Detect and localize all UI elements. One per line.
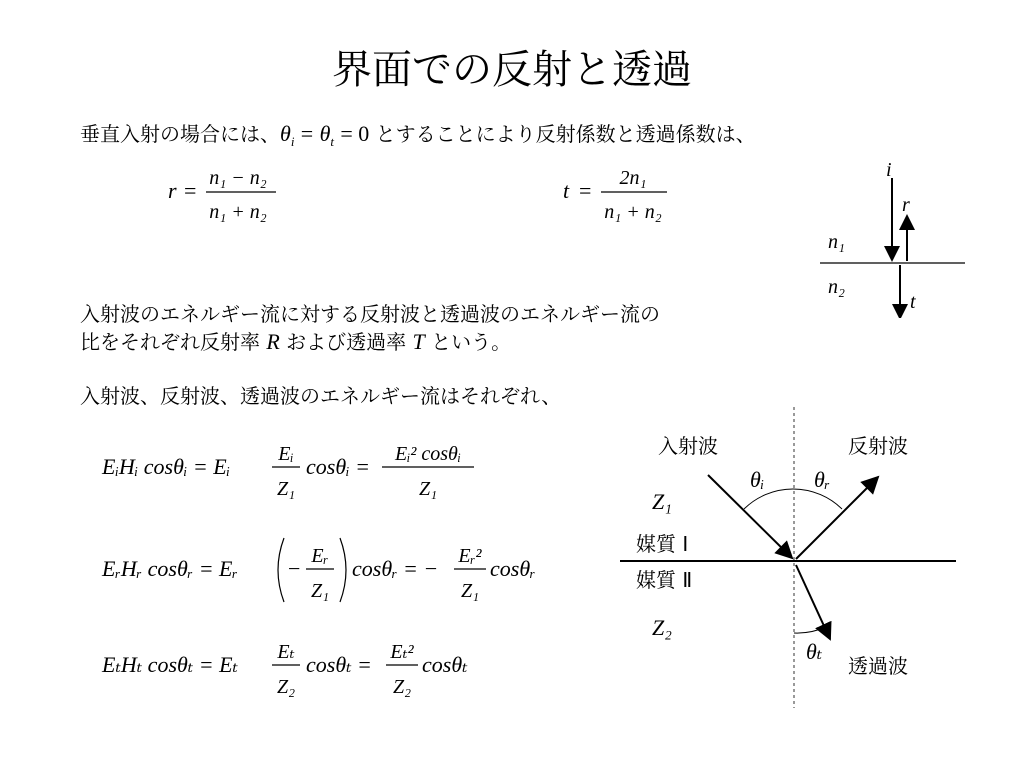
eq-r-frac2-num: Eᵣ² [458, 545, 482, 567]
eq-r-c: cosθᵣ [490, 556, 536, 581]
eq-t-frac1-num: Eₜ [277, 641, 295, 663]
intro-text-before: 垂直入射の場合には、 [80, 122, 280, 146]
label-t: t [910, 291, 916, 313]
intro-equals: = [300, 121, 314, 146]
symbol-R: R [266, 329, 280, 354]
eq-r-b: cosθᵣ = − [352, 556, 439, 581]
symbol-T: T [412, 329, 425, 354]
energy-text-2a: 比をそれぞれ反射率 [80, 330, 260, 354]
eq-t-a: EₜHₜ cosθₜ = Eₜ [102, 652, 238, 677]
angle-arc-transmitted [794, 627, 826, 633]
intro-sub-t: t [330, 134, 335, 149]
eq-t-b: cosθₜ = [306, 652, 372, 677]
formula-t-numerator: 2n₁ [619, 167, 647, 189]
label-reflected-wave: 反射波 [848, 434, 908, 458]
intro-theta-i: θ [280, 121, 291, 146]
label-n2: n₂ [828, 276, 845, 298]
label-incident-wave: 入射波 [658, 434, 718, 458]
normal-incidence-diagram [820, 158, 970, 318]
intro-text-after: とすることにより反射係数と透過係数は、 [375, 122, 756, 146]
formula-t-lhs: t [563, 178, 570, 203]
energy-text-2c: という。 [431, 330, 512, 354]
eq-r-right-paren [340, 538, 346, 602]
oblique-incidence-diagram [620, 405, 970, 710]
label-medium-2: 媒質 Ⅱ [636, 568, 693, 592]
label-medium-1: 媒質 Ⅰ [636, 532, 689, 556]
eq-t-frac1-den: Z₂ [276, 676, 296, 698]
eq-t-frac2-den: Z₂ [392, 676, 412, 698]
equation-incident [101, 443, 474, 500]
intro-sub-i: i [290, 134, 295, 149]
label-theta-r: θᵣ [814, 467, 831, 492]
eq-r-frac1-num: Eᵣ [311, 545, 329, 567]
eq-r-frac2-den: Z₁ [460, 580, 480, 602]
label-Z1: Z₁ [652, 489, 672, 514]
formula-t-eq: = [579, 178, 592, 203]
eq-r-minus: − [288, 556, 301, 581]
equation-reflected [101, 538, 536, 602]
eq-r-left-paren [278, 538, 284, 602]
energy-text-line2 [80, 326, 511, 355]
formula-r-numerator: n₁ − n₂ [209, 167, 267, 189]
formula-r-eq: = [184, 178, 197, 203]
label-n1: n₁ [828, 231, 845, 253]
label-Z2: Z₂ [652, 615, 672, 640]
intro-theta-t: θ [319, 121, 331, 146]
eq-r-frac1-den: Z₁ [310, 580, 330, 602]
label-i: i [886, 159, 892, 181]
energy-text-line1: 入射波のエネルギー流に対する反射波と透過波のエネルギー流の [80, 302, 660, 326]
eq-i-frac2-num: Eᵢ² cosθᵢ [394, 443, 462, 465]
energy-intro: 入射波、反射波、透過波のエネルギー流はそれぞれ、 [80, 384, 562, 408]
eq-r-a: EᵣHᵣ cosθᵣ = Eᵣ [102, 556, 238, 581]
reflected-ray [796, 477, 878, 559]
eq-t-frac2-num: Eₜ² [390, 641, 414, 663]
page-title: 界面での反射と透過 [332, 47, 692, 93]
intro-zero: = 0 [340, 121, 370, 146]
equation-transmitted [101, 641, 468, 698]
eq-i-a: EᵢHᵢ cosθᵢ = Eᵢ [102, 454, 231, 479]
eq-i-frac1-num: Eᵢ [278, 443, 294, 465]
eq-i-b: cosθᵢ = [306, 454, 370, 479]
label-transmitted-wave: 透過波 [848, 654, 908, 678]
formula-r [160, 158, 300, 228]
intro-line [80, 118, 756, 150]
eq-i-frac2-den: Z₁ [418, 478, 438, 500]
formula-r-lhs: r [168, 178, 177, 203]
energy-equations [100, 430, 570, 720]
energy-text-2b: および透過率 [286, 330, 407, 354]
formula-t-denominator: n₁ + n₂ [604, 201, 662, 223]
label-theta-t: θₜ [806, 639, 823, 664]
formula-r-denominator: n₁ + n₂ [209, 201, 267, 223]
eq-t-c: cosθₜ [422, 652, 468, 677]
label-r: r [902, 194, 910, 216]
eq-i-frac1-den: Z₁ [276, 478, 296, 500]
formula-t [555, 158, 695, 228]
label-theta-i: θᵢ [750, 467, 765, 492]
